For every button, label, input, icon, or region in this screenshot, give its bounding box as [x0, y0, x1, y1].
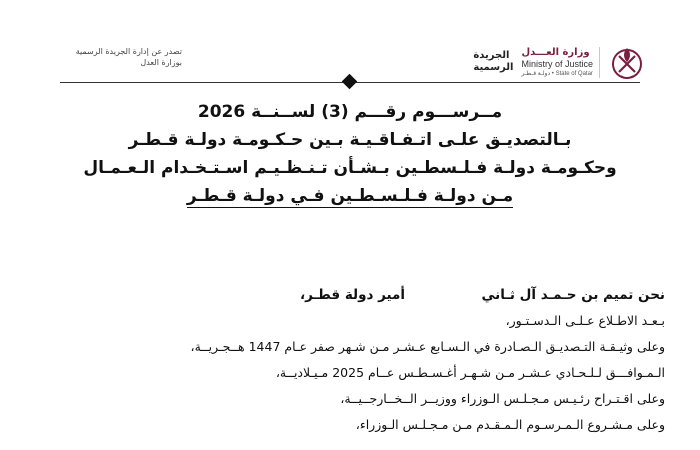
qatar-emblem-icon [610, 42, 644, 82]
publisher-note-line2: بوزارة العدل [140, 58, 182, 67]
publisher-note [62, 46, 182, 68]
gazette-name-line2: الرسمية [473, 62, 514, 73]
decree-body [60, 282, 665, 438]
issuer-name: نحن تميم بن حـمـد آل ثـاني [481, 287, 665, 303]
ministry-name-arabic: وزارة العـــدل [521, 46, 590, 58]
preamble-line: وعلى مـشـروع الـمـرسـوم الـمـقـدم مـن مـجـلـس الـوزراء، [355, 417, 665, 432]
page-header [0, 0, 700, 80]
decree-title [60, 98, 640, 210]
publisher-note-line1: تصدر عن إدارة الجريدة الرسمية [75, 47, 182, 56]
logo-block [473, 40, 644, 84]
decree-title-underlined-text: مـن دولـة فـلـسـطـين فـي دولـة قـطـر [186, 186, 514, 206]
issuer-row [60, 282, 665, 308]
gazette-name [473, 50, 513, 74]
decree-title-line: بـالتصديـق علـى اتـفـاقـيـة بـين حـكـومـة دولـة قـطـر [128, 130, 572, 150]
ministry-state: State of Qatar • دولـة قـطـر [521, 70, 593, 77]
preamble-line: وعلى اقـتـراح رئـيـس مـجـلـس الـوزراء ووزيــر الــخــارجــيــة، [340, 391, 665, 406]
decree-title-line: وحكـومـة دولـة فـلـسطـين بـشـأن تـنـظـيـم اسـتـخـدام الـعـمـال [83, 158, 617, 178]
preamble-line: بـعـد الاطـلاع عـلـى الـدسـتـور، [505, 313, 665, 328]
gazette-name-line1: الجريدة [473, 50, 510, 61]
ministry-name-english: Ministry of Justice [521, 58, 593, 69]
issuer-title: أمير دولة قطـر، [299, 287, 405, 303]
preamble-line: وعلى وثيـقـة التـصديـق الـصـادرة في الـسـابع عـشـر مـن شـهر صفر عـام 1447 هــجـريــة، [190, 339, 665, 354]
decree-title-line: مــرســـوم رقـــم (3) لســنــة 2026 [197, 102, 503, 122]
ministry-name [521, 47, 600, 78]
decree-title-line [60, 182, 640, 210]
preamble-line: الـمـوافـــق لـلـحـادي عـشـر مـن شـهـر أغـسـطـس عــام 2025 مـيـلاديــة، [275, 365, 665, 380]
